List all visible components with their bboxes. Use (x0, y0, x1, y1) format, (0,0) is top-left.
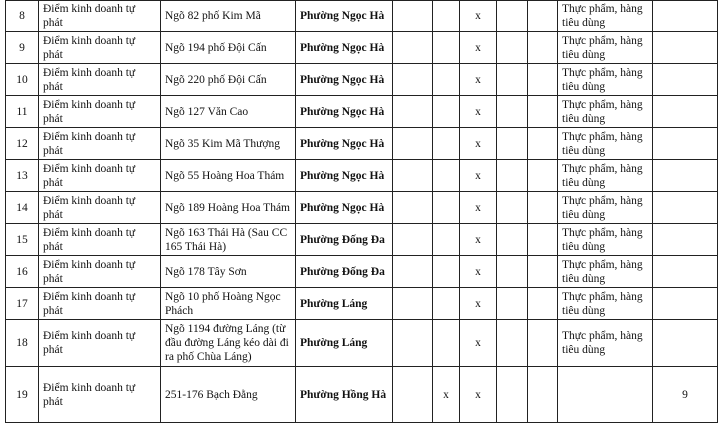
mark-e-cell (528, 128, 558, 160)
goods-type-cell: Thực phẩm, hàng tiêu dùng (558, 32, 653, 64)
mark-b-cell: x (433, 367, 460, 423)
table-row (6, 1, 718, 32)
goods-type-cell: Thực phẩm, hàng tiêu dùng (558, 160, 653, 192)
table-row (6, 320, 718, 367)
mark-b-cell (433, 256, 460, 288)
table-row (6, 224, 718, 256)
count-cell (653, 1, 718, 32)
mark-a-cell (393, 1, 433, 32)
business-type-cell: Điểm kinh doanh tự phát (39, 96, 161, 128)
row-number-cell: 18 (6, 320, 39, 367)
ward-cell: Phường Ngọc Hà (296, 32, 393, 64)
mark-c-cell: x (460, 64, 497, 96)
mark-c-cell: x (460, 224, 497, 256)
business-type-cell: Điểm kinh doanh tự phát (39, 32, 161, 64)
ward-cell: Phường Đống Đa (296, 224, 393, 256)
mark-e-cell (528, 256, 558, 288)
goods-type-cell (558, 367, 653, 423)
mark-b-cell (433, 288, 460, 320)
mark-c-cell: x (460, 96, 497, 128)
mark-e-cell (528, 1, 558, 32)
mark-d-cell (497, 64, 528, 96)
count-cell (653, 192, 718, 224)
mark-d-cell (497, 96, 528, 128)
mark-d-cell (497, 32, 528, 64)
mark-e-cell (528, 64, 558, 96)
goods-type-cell: Thực phẩm, hàng tiêu dùng (558, 128, 653, 160)
mark-e-cell (528, 192, 558, 224)
mark-a-cell (393, 256, 433, 288)
row-number-cell: 11 (6, 96, 39, 128)
mark-d-cell (497, 367, 528, 423)
ward-cell: Phường Láng (296, 320, 393, 367)
row-number-cell: 19 (6, 367, 39, 423)
table-row (6, 160, 718, 192)
address-cell: Ngõ 127 Văn Cao (161, 96, 296, 128)
business-type-cell: Điểm kinh doanh tự phát (39, 320, 161, 367)
mark-c-cell: x (460, 32, 497, 64)
mark-c-cell: x (460, 128, 497, 160)
mark-d-cell (497, 288, 528, 320)
count-cell (653, 32, 718, 64)
count-cell (653, 64, 718, 96)
business-type-cell: Điểm kinh doanh tự phát (39, 160, 161, 192)
count-cell (653, 224, 718, 256)
goods-type-cell: Thực phẩm, hàng tiêu dùng (558, 256, 653, 288)
mark-b-cell (433, 96, 460, 128)
mark-c-cell: x (460, 160, 497, 192)
row-number-cell: 13 (6, 160, 39, 192)
address-cell: Ngõ 194 phố Đội Cấn (161, 32, 296, 64)
mark-d-cell (497, 1, 528, 32)
count-cell (653, 160, 718, 192)
address-cell: Ngõ 55 Hoàng Hoa Thám (161, 160, 296, 192)
mark-c-cell: x (460, 256, 497, 288)
mark-a-cell (393, 32, 433, 64)
goods-type-cell: Thực phẩm, hàng tiêu dùng (558, 320, 653, 367)
ward-cell: Phường Ngọc Hà (296, 1, 393, 32)
table-row (6, 367, 718, 423)
business-type-cell: Điểm kinh doanh tự phát (39, 192, 161, 224)
mark-b-cell (433, 1, 460, 32)
mark-e-cell (528, 224, 558, 256)
row-number-cell: 15 (6, 224, 39, 256)
address-cell: Ngõ 10 phố Hoàng Ngọc Phách (161, 288, 296, 320)
address-cell: Ngõ 178 Tây Sơn (161, 256, 296, 288)
table-row (6, 256, 718, 288)
count-cell (653, 128, 718, 160)
ward-cell: Phường Ngọc Hà (296, 128, 393, 160)
table-row (6, 192, 718, 224)
mark-a-cell (393, 64, 433, 96)
mark-b-cell (433, 32, 460, 64)
business-type-cell: Điểm kinh doanh tự phát (39, 64, 161, 96)
market-table (5, 0, 718, 423)
table-row (6, 32, 718, 64)
business-type-cell: Điểm kinh doanh tự phát (39, 1, 161, 32)
mark-b-cell (433, 224, 460, 256)
count-cell: 9 (653, 367, 718, 423)
mark-e-cell (528, 320, 558, 367)
mark-b-cell (433, 192, 460, 224)
address-cell: Ngõ 163 Thái Hà (Sau CC 165 Thái Hà) (161, 224, 296, 256)
business-type-cell: Điểm kinh doanh tự phát (39, 224, 161, 256)
mark-d-cell (497, 320, 528, 367)
row-number-cell: 14 (6, 192, 39, 224)
mark-c-cell: x (460, 1, 497, 32)
mark-a-cell (393, 367, 433, 423)
mark-d-cell (497, 128, 528, 160)
row-number-cell: 8 (6, 1, 39, 32)
mark-d-cell (497, 160, 528, 192)
count-cell (653, 288, 718, 320)
ward-cell: Phường Ngọc Hà (296, 192, 393, 224)
address-cell: Ngõ 82 phố Kim Mã (161, 1, 296, 32)
business-type-cell: Điểm kinh doanh tự phát (39, 128, 161, 160)
goods-type-cell: Thực phẩm, hàng tiêu dùng (558, 96, 653, 128)
mark-a-cell (393, 224, 433, 256)
mark-a-cell (393, 96, 433, 128)
mark-e-cell (528, 160, 558, 192)
row-number-cell: 9 (6, 32, 39, 64)
table-row (6, 96, 718, 128)
ward-cell: Phường Ngọc Hà (296, 160, 393, 192)
business-type-cell: Điểm kinh doanh tự phát (39, 288, 161, 320)
mark-b-cell (433, 320, 460, 367)
mark-e-cell (528, 96, 558, 128)
mark-a-cell (393, 128, 433, 160)
ward-cell: Phường Láng (296, 288, 393, 320)
mark-a-cell (393, 160, 433, 192)
mark-c-cell: x (460, 192, 497, 224)
mark-e-cell (528, 288, 558, 320)
count-cell (653, 320, 718, 367)
mark-c-cell: x (460, 320, 497, 367)
goods-type-cell: Thực phẩm, hàng tiêu dùng (558, 224, 653, 256)
table-row (6, 128, 718, 160)
mark-b-cell (433, 128, 460, 160)
ward-cell: Phường Đống Đa (296, 256, 393, 288)
mark-d-cell (497, 256, 528, 288)
mark-a-cell (393, 320, 433, 367)
mark-e-cell (528, 32, 558, 64)
address-cell: Ngõ 189 Hoàng Hoa Thám (161, 192, 296, 224)
mark-a-cell (393, 288, 433, 320)
mark-c-cell: x (460, 288, 497, 320)
address-cell: Ngõ 35 Kim Mã Thượng (161, 128, 296, 160)
row-number-cell: 17 (6, 288, 39, 320)
goods-type-cell: Thực phẩm, hàng tiêu dùng (558, 1, 653, 32)
goods-type-cell: Thực phẩm, hàng tiêu dùng (558, 192, 653, 224)
table-body (6, 1, 718, 423)
business-type-cell: Điểm kinh doanh tự phát (39, 256, 161, 288)
mark-d-cell (497, 224, 528, 256)
goods-type-cell: Thực phẩm, hàng tiêu dùng (558, 64, 653, 96)
ward-cell: Phường Ngọc Hà (296, 96, 393, 128)
mark-b-cell (433, 160, 460, 192)
count-cell (653, 96, 718, 128)
mark-d-cell (497, 192, 528, 224)
table-row (6, 288, 718, 320)
ward-cell: Phường Ngọc Hà (296, 64, 393, 96)
address-cell: 251-176 Bạch Đằng (161, 367, 296, 423)
mark-b-cell (433, 64, 460, 96)
row-number-cell: 10 (6, 64, 39, 96)
count-cell (653, 256, 718, 288)
ward-cell: Phường Hồng Hà (296, 367, 393, 423)
mark-e-cell (528, 367, 558, 423)
mark-a-cell (393, 192, 433, 224)
address-cell: Ngõ 1194 đường Láng (từ đầu đường Láng kéo dài đi ra phố Chùa Láng) (161, 320, 296, 367)
table-row (6, 64, 718, 96)
row-number-cell: 16 (6, 256, 39, 288)
mark-c-cell: x (460, 367, 497, 423)
address-cell: Ngõ 220 phố Đội Cấn (161, 64, 296, 96)
goods-type-cell: Thực phẩm, hàng tiêu dùng (558, 288, 653, 320)
business-type-cell: Điểm kinh doanh tự phát (39, 367, 161, 423)
row-number-cell: 12 (6, 128, 39, 160)
